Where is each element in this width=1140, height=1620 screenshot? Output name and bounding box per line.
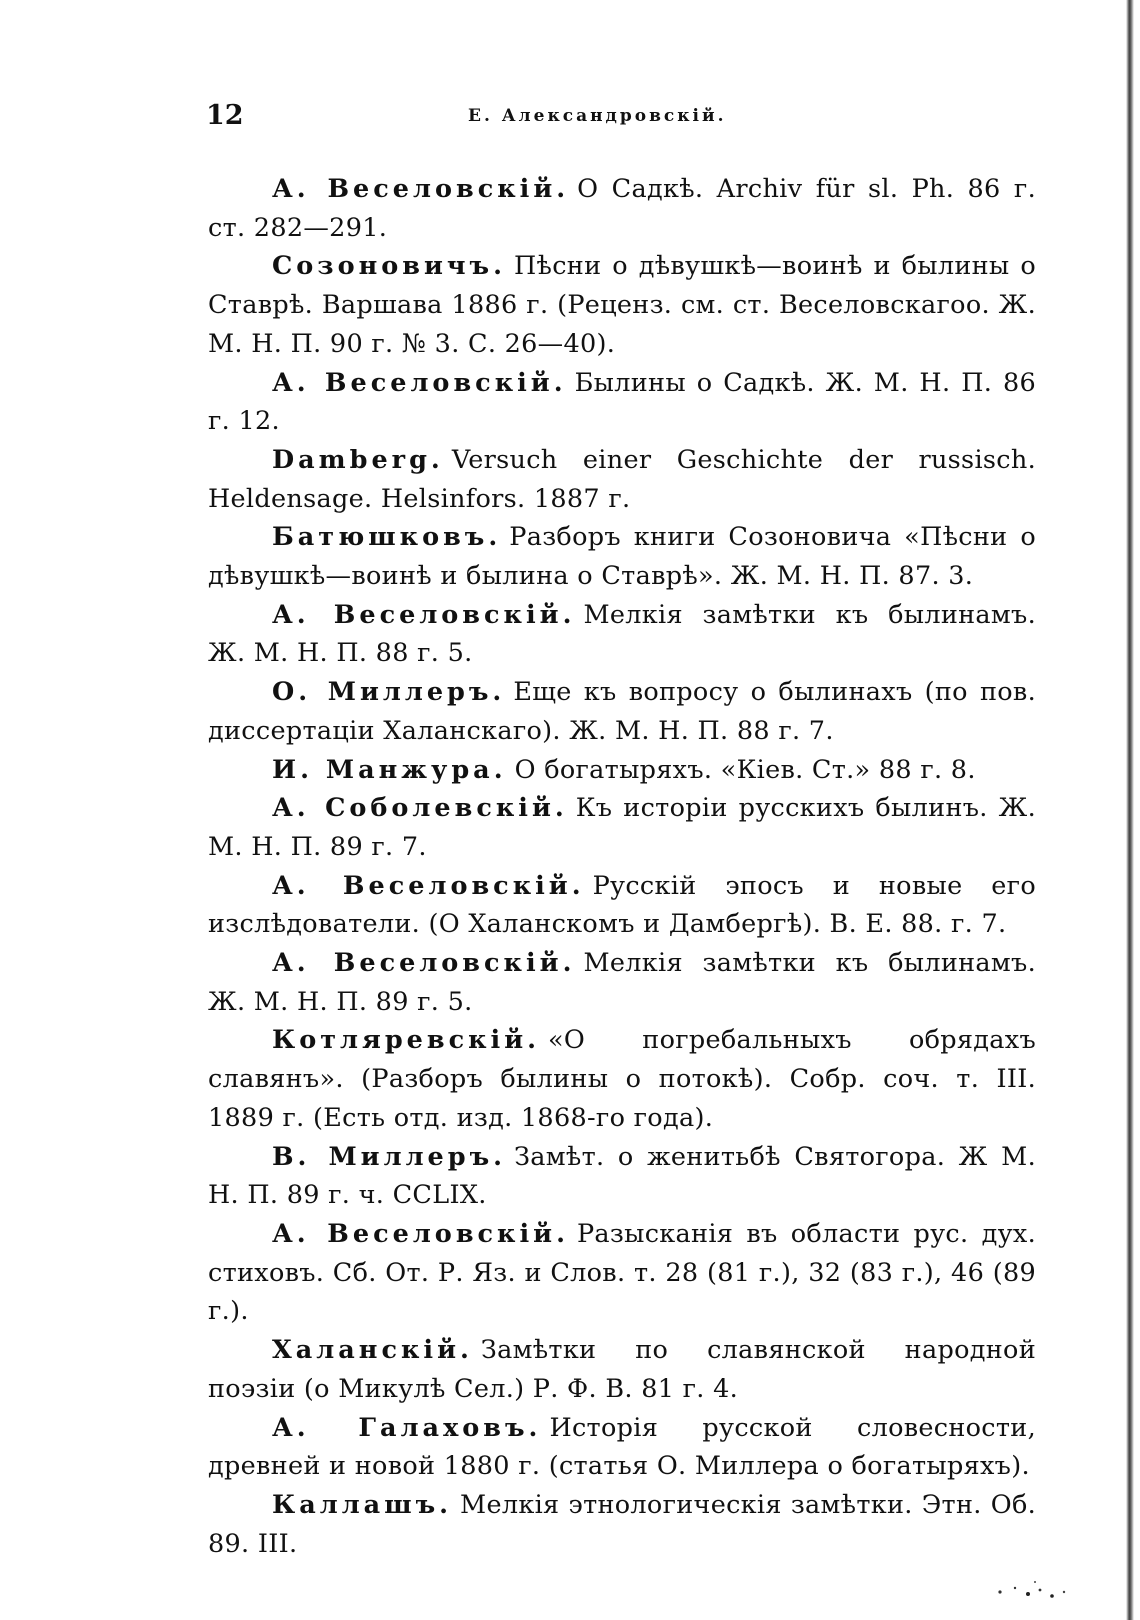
- bibliography-entry: [208, 596, 1036, 673]
- entry-text: Замѣтки по славянской народной поэзіи (о Микулѣ Сел.) Р. Ф. В. 81 г. 4.: [208, 1335, 1036, 1404]
- entry-text: «О погребальныхъ обрядахъ славянъ». (Разборъ былины о потокѣ). Собр. соч. т. III. 1889 г. (Есть отд. изд. 1868-го года).: [208, 1025, 1036, 1133]
- bibliography-entry: [208, 1409, 1036, 1486]
- entry-text: Мелкія замѣтки къ былинамъ. Ж. М. Н. П. 88 г. 5.: [208, 599, 1036, 669]
- bibliography-entry: [208, 364, 1036, 441]
- entry-author: А. Соболевскій.: [272, 793, 568, 824]
- bibliography-entry: [208, 1331, 1036, 1408]
- entry-author: Халанскій.: [272, 1335, 473, 1366]
- bibliography-entry: [208, 441, 1036, 518]
- entry-text: Versuch einer Geschichte der russisch. Heldensage. Helsinfors. 1887 г.: [208, 444, 1036, 514]
- bibliography-entry: [208, 867, 1036, 944]
- entry-text: О богатыряхъ. «Кіев. Ст.» 88 г. 8.: [514, 754, 976, 785]
- bibliography-list: [208, 170, 1036, 1563]
- entry-text: Разборъ книги Созоновича «Пѣсни о дѣвушкѣ—воинѣ и былина о Ставрѣ». Ж. М. Н. П. 87. 3.: [208, 522, 1036, 592]
- entry-text: Разысканія въ области рус. дух. стиховъ. Сб. От. Р. Яз. и Слов. т. 28 (81 г.), 32 (83 г.), 46 (89 г.).: [208, 1218, 1036, 1327]
- entry-author: Созоновичъ.: [272, 251, 506, 282]
- entry-author: А. Веселовскій.: [272, 948, 576, 979]
- scan-noise-specks: [980, 1562, 1090, 1602]
- entry-author: А. Галаховъ.: [272, 1412, 542, 1443]
- bibliography-entry: [208, 170, 1036, 247]
- bibliography-entry: [208, 1215, 1036, 1331]
- entry-author: А. Веселовскій.: [272, 1218, 569, 1249]
- entry-author: Damberg.: [272, 444, 444, 475]
- page-edge-shadow: [1126, 0, 1134, 1620]
- entry-author: А. Веселовскій.: [272, 599, 576, 630]
- entry-text: Исторія русской словесности, древней и новой 1880 г. (статья О. Миллера о богатыряхъ).: [208, 1412, 1036, 1482]
- entry-text: Мелкія этнологическія замѣтки. Этн. Об. 89. III.: [208, 1489, 1036, 1559]
- entry-text: Замѣт. о женитьбѣ Святогора. Ж М. Н. П. 89 г. ч. CCLIX.: [208, 1141, 1036, 1211]
- bibliography-entry: [208, 247, 1036, 363]
- entry-author: Батюшковъ.: [272, 522, 502, 553]
- bibliography-entry: [208, 1021, 1036, 1137]
- entry-author: Котляревскій.: [272, 1025, 541, 1056]
- entry-author: О. Миллеръ.: [272, 677, 506, 708]
- entry-author: А. Веселовскій.: [272, 174, 570, 204]
- entry-text: Еще къ вопросу о былинахъ (по пов. диссертаціи Халанскаго). Ж. М. Н. П. 88 г. 7.: [208, 677, 1036, 746]
- entry-author: И. Манжура.: [272, 754, 507, 785]
- entry-author: А. Веселовскій.: [272, 870, 585, 901]
- bibliography-entry: [208, 518, 1036, 595]
- entry-author: Каллашъ.: [272, 1489, 453, 1520]
- entry-text: Былины о Садкѣ. Ж. М. Н. П. 86 г. 12.: [208, 367, 1036, 437]
- page-header: [206, 100, 1036, 140]
- page-number: 12: [206, 100, 244, 131]
- entry-text: Мелкія замѣтки къ былинамъ. Ж. М. Н. П. 89 г. 5.: [208, 948, 1036, 1017]
- bibliography-entry: [208, 673, 1036, 750]
- entry-text: Русскій эпосъ и новые его изслѣдователи. (О Халанскомъ и Дамбергѣ). В. Е. 88. г. 7.: [208, 870, 1036, 940]
- bibliography-entry: [208, 944, 1036, 1021]
- running-title: Е. Александровскій.: [468, 106, 727, 126]
- entry-text: Пѣсни о дѣвушкѣ—воинѣ и былины о Ставрѣ. Варшава 1886 г. (Реценз. см. ст. Веселовскагоо. Ж. М. Н. П. 90 г. № 3. С. 26—40).: [208, 251, 1036, 359]
- entry-author: А. Веселовскій.: [272, 367, 567, 398]
- entry-text: О Садкѣ. Archiv für sl. Ph. 86 г. ст. 282—291.: [208, 174, 1036, 243]
- entry-text: Къ исторіи русскихъ былинъ. Ж. М. Н. П. 89 г. 7.: [208, 793, 1036, 862]
- bibliography-entry: [208, 751, 1036, 790]
- bibliography-entry: [208, 1138, 1036, 1215]
- entry-author: В. Миллеръ.: [272, 1141, 507, 1172]
- bibliography-entry: [208, 789, 1036, 866]
- bibliography-entry: [208, 1486, 1036, 1563]
